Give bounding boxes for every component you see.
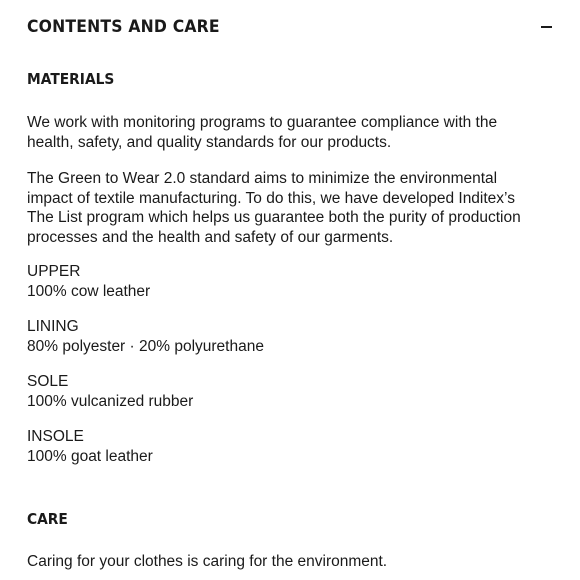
minus-icon-bar bbox=[541, 26, 552, 28]
component-value-insole: 100% goat leather bbox=[27, 448, 153, 465]
component-value-sole: 100% vulcanized rubber bbox=[27, 393, 194, 410]
materials-paragraph-green-to-wear: The Green to Wear 2.0 standard aims to minimize the environmental impact of textile manufacturing. To do this, we have developed Inditex’s The List program which helps us guarantee both the purity of production processes and the health and safety of our garments. bbox=[27, 170, 521, 246]
minus-icon[interactable] bbox=[539, 17, 553, 37]
care-text: Caring for your clothes is caring for the environment. bbox=[27, 553, 388, 570]
component-label-upper: UPPER bbox=[27, 263, 81, 280]
section-title: CONTENTS AND CARE bbox=[27, 17, 220, 37]
care-heading: CARE bbox=[27, 510, 68, 528]
component-value-upper: 100% cow leather bbox=[27, 283, 151, 300]
component-value-lining: 80% polyester · 20% polyurethane bbox=[27, 338, 264, 355]
accordion-header[interactable] bbox=[27, 14, 553, 40]
component-label-lining: LINING bbox=[27, 318, 79, 335]
materials-paragraph-monitoring: We work with monitoring programs to guarantee compliance with the health, safety, and quality standards for our products. bbox=[27, 114, 498, 151]
materials-heading: MATERIALS bbox=[27, 70, 115, 88]
component-label-insole: INSOLE bbox=[27, 428, 84, 445]
component-label-sole: SOLE bbox=[27, 373, 69, 390]
